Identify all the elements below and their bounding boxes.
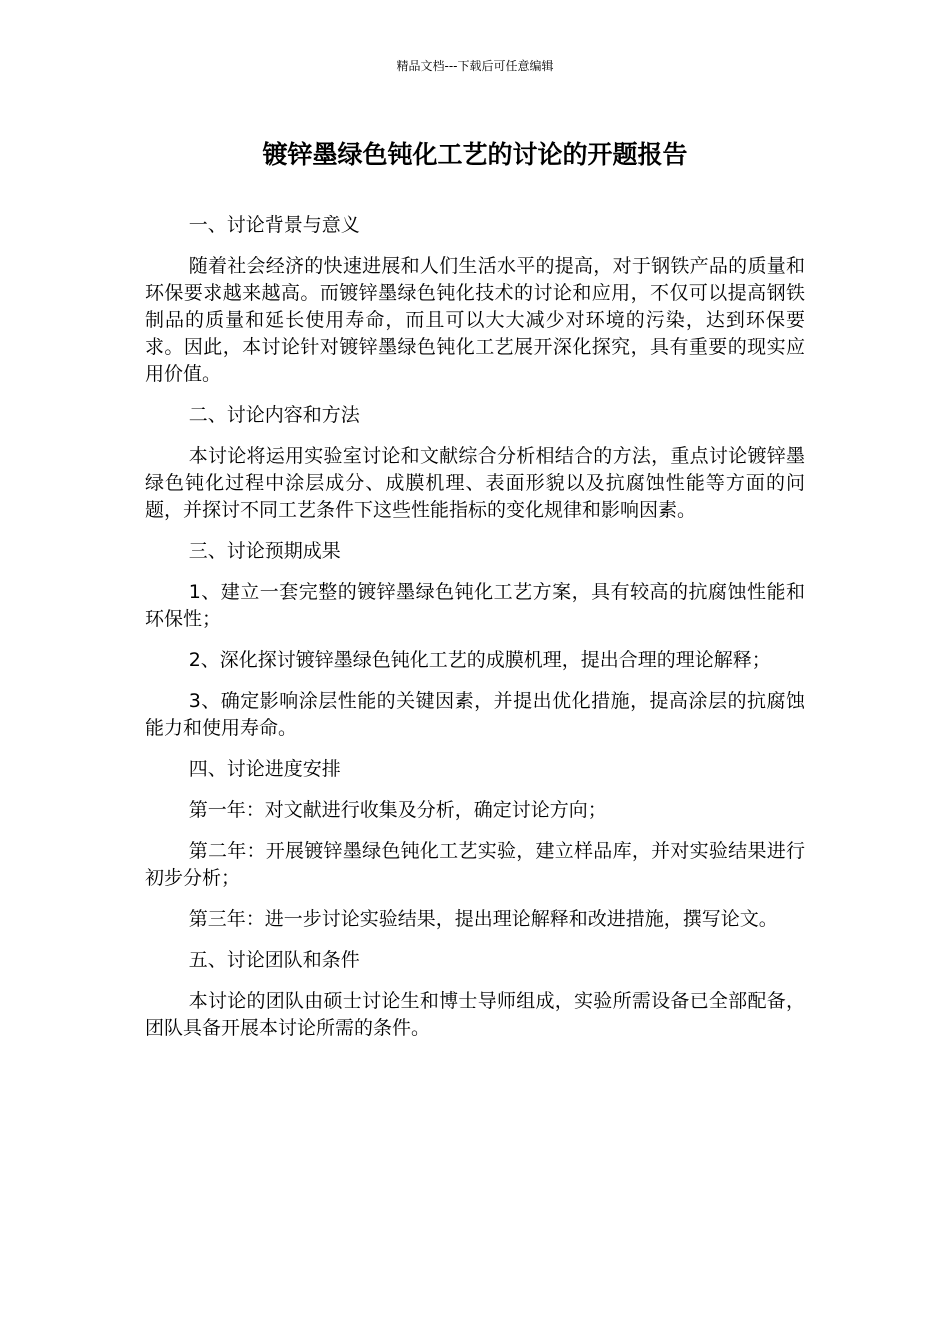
paragraph-team: 本讨论的团队由硕士讨论生和博士导师组成，实验所需设备已全部配备，团队具备开展本讨论所需的条件。 (145, 990, 805, 1039)
list-item-result-1: 1、建立一套完整的镀锌墨绿色钝化工艺方案，具有较高的抗腐蚀性能和环保性； (145, 581, 805, 630)
section-heading-background: 一、讨论背景与意义 (188, 214, 360, 236)
document-title: 镀锌墨绿色钝化工艺的讨论的开题报告 (262, 140, 688, 169)
list-item-result-3: 3、确定影响涂层性能的关键因素，并提出优化措施，提高涂层的抗腐蚀能力和使用寿命。 (145, 690, 805, 739)
schedule-item-year-2: 第二年：开展镀锌墨绿色钝化工艺实验，建立样品库，并对实验结果进行初步分析； (145, 840, 805, 889)
section-heading-expected-results: 三、讨论预期成果 (188, 540, 341, 562)
paragraph-content-methods: 本讨论将运用实验室讨论和文献综合分析相结合的方法，重点讨论镀锌墨绿色钝化过程中涂层成分、成膜机理、表面形貌以及抗腐蚀性能等方面的问题，并探讨不同工艺条件下这些性能指标的变化规律和影响因素。 (145, 445, 805, 521)
section-heading-content-methods: 二、讨论内容和方法 (188, 404, 360, 426)
paragraph-background: 随着社会经济的快速进展和人们生活水平的提高，对于钢铁产品的质量和环保要求越来越高。而镀锌墨绿色钝化技术的讨论和应用，不仅可以提高钢铁制品的质量和延长使用寿命，而且可以大大减少对环境的污染，达到环保要求。因此，本讨论针对镀锌墨绿色钝化工艺展开深化探究，具有重要的现实应用价值。 (145, 255, 805, 385)
page-header: 精品文档---下载后可任意编辑 (396, 59, 554, 73)
section-heading-schedule: 四、讨论进度安排 (188, 758, 341, 780)
schedule-item-year-3: 第三年：进一步讨论实验结果，提出理论解释和改进措施，撰写论文。 (188, 908, 778, 930)
list-item-result-2: 2、深化探讨镀锌墨绿色钝化工艺的成膜机理，提出合理的理论解释； (188, 649, 771, 671)
section-heading-team: 五、讨论团队和条件 (188, 949, 360, 971)
schedule-item-year-1: 第一年：对文献进行收集及分析，确定讨论方向； (188, 799, 607, 821)
document-body (145, 212, 805, 1042)
